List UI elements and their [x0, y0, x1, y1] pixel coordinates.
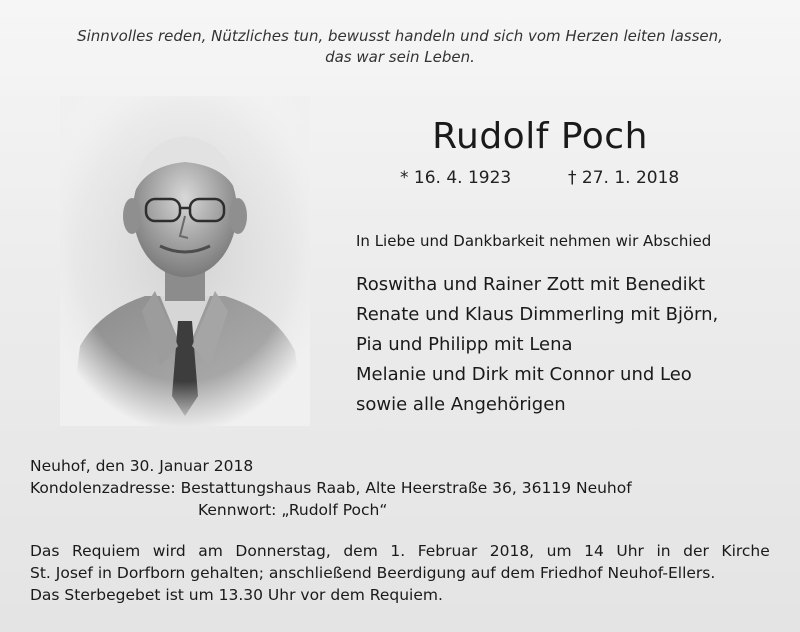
requiem-word: Das	[30, 542, 60, 560]
requiem-word: 2018,	[489, 542, 535, 560]
requiem-word: Kirche	[721, 542, 770, 560]
requiem-word: Requiem	[72, 542, 141, 560]
death-date: † 27. 1. 2018	[568, 168, 680, 188]
requiem-word: wird	[152, 542, 186, 560]
contact-info	[30, 455, 632, 521]
requiem-word: in	[656, 542, 671, 560]
portrait-photo	[60, 96, 310, 426]
requiem-text	[30, 540, 770, 606]
motto	[40, 26, 760, 68]
requiem-line-2: St. Josef in Dorfborn gehalten; anschließend Beerdigung auf dem Friedhof Neuhof-Ellers.	[30, 564, 716, 582]
mourner-line: Melanie und Dirk mit Connor und Leo	[356, 364, 692, 385]
requiem-word: dem	[343, 542, 378, 560]
birth-date: * 16. 4. 1923	[400, 168, 512, 188]
mourner-line: sowie alle Angehörigen	[356, 394, 566, 415]
mourner-line: Roswitha und Rainer Zott mit Benedikt	[356, 274, 706, 295]
place-date: Neuhof, den 30. Januar 2018	[30, 457, 254, 475]
requiem-word: 1.	[390, 542, 406, 560]
motto-line-2: das war sein Leben.	[325, 48, 475, 66]
keyword: Kennwort: „Rudolf Poch“	[198, 501, 388, 519]
deceased-name: Rudolf Poch	[432, 116, 648, 157]
requiem-word: Uhr	[616, 542, 644, 560]
mourners-list	[356, 270, 718, 420]
mourner-line: Renate und Klaus Dimmerling mit Björn,	[356, 304, 719, 325]
mourner-line: Pia und Philipp mit Lena	[356, 334, 573, 355]
condolence-address: Kondolenzadresse: Bestattungshaus Raab, Alte Heerstraße 36, 36119 Neuhof	[30, 479, 632, 497]
requiem-word: 14	[584, 542, 604, 560]
motto-line-1: Sinnvolles reden, Nützliches tun, bewusst handeln und sich vom Herzen leiten lassen,	[77, 27, 723, 45]
requiem-word: der	[683, 542, 709, 560]
requiem-word: Februar	[417, 542, 478, 560]
requiem-word: Donnerstag,	[235, 542, 331, 560]
farewell-line: In Liebe und Dankbarkeit nehmen wir Abschied	[356, 232, 712, 250]
requiem-line-1	[30, 540, 770, 562]
requiem-line-3: Das Sterbegebet ist um 13.30 Uhr vor dem Requiem.	[30, 586, 443, 604]
requiem-word: am	[198, 542, 223, 560]
requiem-word: um	[546, 542, 572, 560]
